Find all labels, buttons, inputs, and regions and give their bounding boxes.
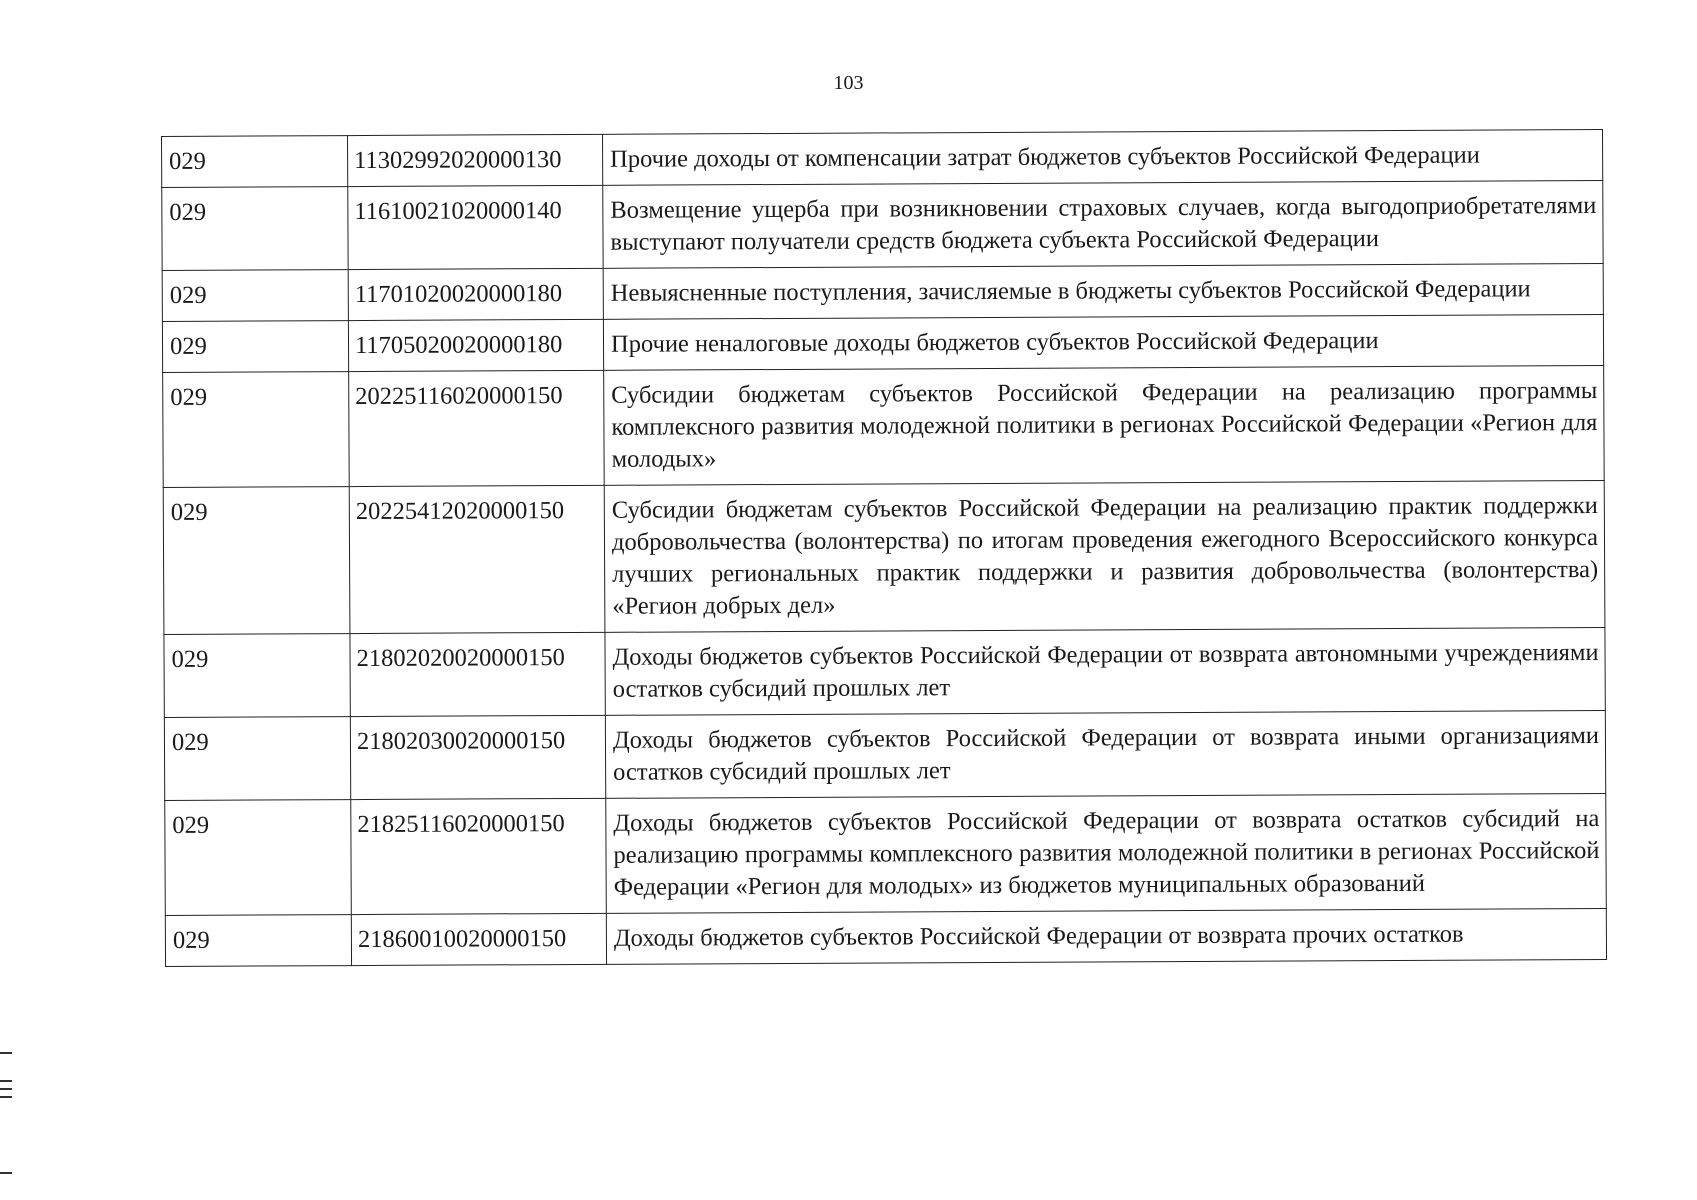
revenue-name-cell: Невыясненные поступления, зачисляемые в бюджеты субъектов Российской Федерации	[603, 263, 1603, 319]
budget-code-cell: 21860010020000150	[351, 913, 606, 965]
admin-code-cell: 029	[164, 634, 350, 718]
admin-code-cell: 029	[162, 270, 348, 322]
admin-code-cell: 029	[163, 372, 350, 488]
table-row	[162, 314, 1603, 372]
table-row	[162, 263, 1603, 321]
revenue-name-cell: Доходы бюджетов субъектов Российской Федерации от возврата прочих остатков	[606, 908, 1606, 964]
budget-code-cell: 20225116020000150	[349, 370, 605, 486]
budget-code-cell: 11705020020000180	[348, 319, 603, 371]
revenue-name-cell: Прочие доходы от компенсации затрат бюджетов субъектов Российской Федерации	[602, 129, 1602, 185]
budget-code-cell: 21802030020000150	[350, 715, 605, 799]
admin-code-cell: 029	[162, 136, 348, 188]
scan-margin-mark	[0, 1096, 12, 1098]
budget-code-cell: 11610021020000140	[348, 185, 603, 269]
budget-code-cell: 11302992020000130	[348, 134, 603, 186]
scan-margin-mark	[0, 1052, 12, 1054]
scan-margin-mark	[0, 1172, 12, 1174]
admin-code-cell: 029	[163, 487, 350, 635]
budget-code-cell: 11701020020000180	[348, 268, 603, 320]
admin-code-cell: 029	[165, 915, 351, 967]
page-number: 103	[833, 72, 864, 94]
table-row	[162, 129, 1603, 187]
revenue-name-cell: Доходы бюджетов субъектов Российской Федерации от возврата иными организациями остатков субсидий прошлых лет	[605, 710, 1605, 798]
table-row	[163, 365, 1605, 487]
revenue-name-cell: Возмещение ущерба при возникновении страховых случаев, когда выгодоприобретателями выступают получатели средств бюджета субъекта Российской Федерации	[603, 180, 1603, 268]
budget-code-cell: 21802020020000150	[350, 632, 605, 716]
scan-margin-mark	[0, 1088, 12, 1090]
budget-code-cell: 20225412020000150	[349, 485, 605, 633]
revenue-name-cell: Доходы бюджетов субъектов Российской Федерации от возврата остатков субсидий на реализацию программы комплексного развития молодежной политики в регионах Российской Федерации «Регион для молодых» из бюджетов муниципальных образований	[606, 793, 1607, 913]
revenue-name-cell: Субсидии бюджетам субъектов Российской Федерации на реализацию программы комплексного развития молодежной политики в регионах Российской Федерации «Регион для молодых»	[604, 365, 1605, 485]
admin-code-cell: 029	[164, 717, 350, 801]
revenue-name-cell: Доходы бюджетов субъектов Российской Федерации от возврата автономными учреждениями остатков субсидий прошлых лет	[605, 627, 1605, 715]
table-row	[165, 908, 1606, 966]
revenue-name-cell: Прочие неналоговые доходы бюджетов субъектов Российской Федерации	[603, 314, 1603, 370]
table-row	[164, 710, 1605, 800]
revenue-name-cell: Субсидии бюджетам субъектов Российской Федерации на реализацию практик поддержки добровольчества (волонтерства) по итогам проведения ежегодного Всероссийского конкурса лучших региональных практик поддержки и развития добровольчества (волонтерства) «Регион добрых дел»	[604, 480, 1605, 632]
admin-code-cell: 029	[165, 800, 352, 916]
budget-code-cell: 21825116020000150	[351, 798, 607, 914]
admin-code-cell: 029	[162, 187, 348, 271]
scan-margin-mark	[0, 1080, 12, 1082]
table-row	[163, 480, 1605, 634]
table-row	[165, 793, 1607, 915]
table-row	[162, 180, 1603, 270]
admin-code-cell: 029	[162, 321, 348, 373]
table-row	[164, 627, 1605, 717]
revenue-codes-table	[161, 129, 1607, 967]
